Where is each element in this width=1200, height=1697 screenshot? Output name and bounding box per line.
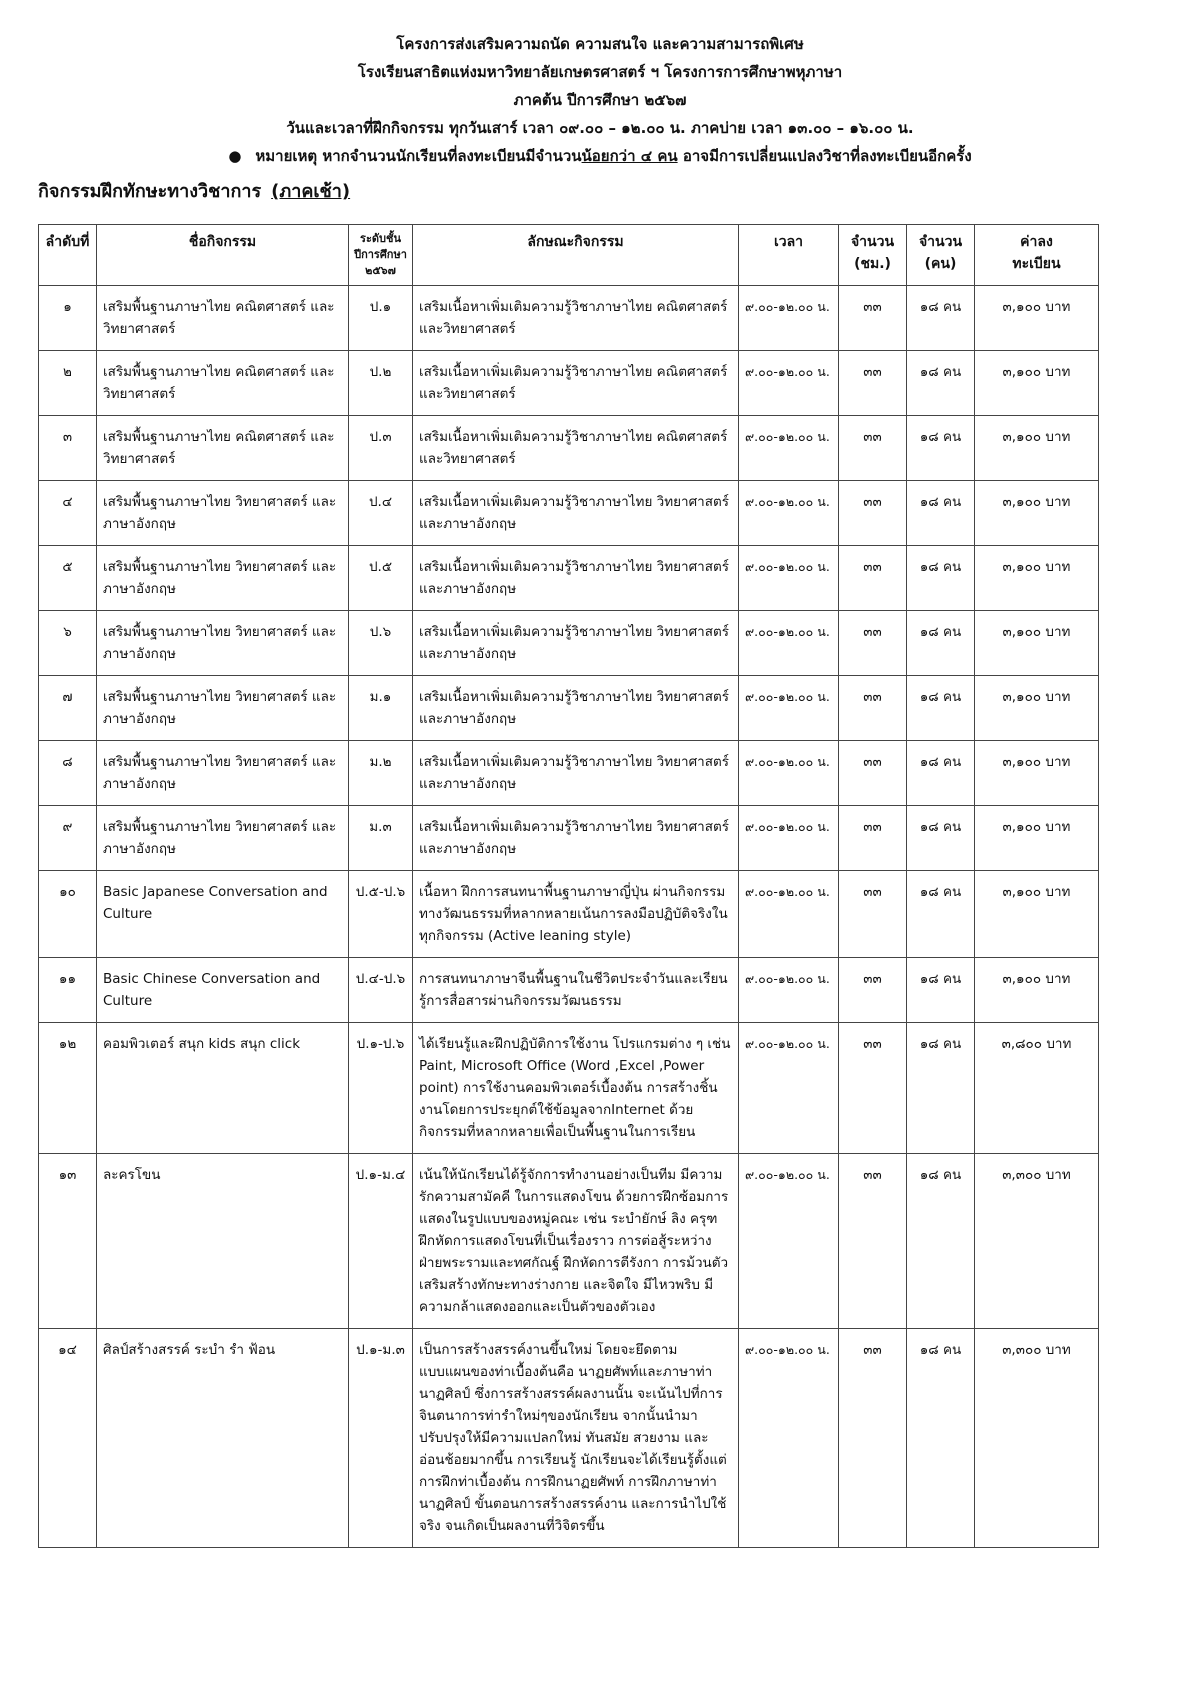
cell-no: ๘ xyxy=(39,741,97,806)
cell-time: ๙.๐๐-๑๒.๐๐ น. xyxy=(739,611,839,676)
cell-level: ป.๔-ป.๖ xyxy=(349,958,413,1023)
section-subtitle: (ภาคเช้า) xyxy=(271,181,351,202)
cell-desc: เนื้อหา ฝึกการสนทนาพื้นฐานภาษาญี่ปุ่น ผ่านกิจกรรมทางวัฒนธรรมที่หลากหลายเน้นการลงมือปฏิบัติจริงในทุกกิจกรรม (Active leaning style) xyxy=(413,871,739,958)
cell-no: ๑๑ xyxy=(39,958,97,1023)
cell-name: เสริมพื้นฐานภาษาไทย วิทยาศาสตร์ และภาษาอังกฤษ xyxy=(97,546,349,611)
cell-name: เสริมพื้นฐานภาษาไทย วิทยาศาสตร์ และภาษาอังกฤษ xyxy=(97,611,349,676)
cell-hours: ๓๓ xyxy=(839,1154,907,1329)
cell-fee: ๓,๑๐๐ บาท xyxy=(975,741,1099,806)
cell-level: ป.๕ xyxy=(349,546,413,611)
cell-level: ป.๑-ม.๔ xyxy=(349,1154,413,1329)
cell-hours: ๓๓ xyxy=(839,286,907,351)
cell-hours: ๓๓ xyxy=(839,416,907,481)
cell-desc: เสริมเนื้อหาเพิ่มเติมความรู้วิชาภาษาไทย คณิตศาสตร์ และวิทยาศาสตร์ xyxy=(413,286,739,351)
cell-no: ๑๒ xyxy=(39,1023,97,1154)
cell-time: ๙.๐๐-๑๒.๐๐ น. xyxy=(739,286,839,351)
col-header-people xyxy=(907,225,975,286)
note-text-underlined: น้อยกว่า ๔ คน xyxy=(581,147,678,165)
cell-people: ๑๘ คน xyxy=(907,1154,975,1329)
cell-level: ป.๑ xyxy=(349,286,413,351)
cell-hours: ๓๓ xyxy=(839,676,907,741)
cell-level: ป.๓ xyxy=(349,416,413,481)
cell-desc: เสริมเนื้อหาเพิ่มเติมความรู้วิชาภาษาไทย วิทยาศาสตร์ และภาษาอังกฤษ xyxy=(413,741,739,806)
cell-time: ๙.๐๐-๑๒.๐๐ น. xyxy=(739,676,839,741)
cell-no: ๓ xyxy=(39,416,97,481)
cell-no: ๕ xyxy=(39,546,97,611)
cell-desc: เสริมเนื้อหาเพิ่มเติมความรู้วิชาภาษาไทย วิทยาศาสตร์ และภาษาอังกฤษ xyxy=(413,481,739,546)
cell-level: ป.๔ xyxy=(349,481,413,546)
cell-desc: เสริมเนื้อหาเพิ่มเติมความรู้วิชาภาษาไทย วิทยาศาสตร์ และภาษาอังกฤษ xyxy=(413,676,739,741)
cell-fee: ๓,๑๐๐ บาท xyxy=(975,546,1099,611)
table-header-row xyxy=(39,225,1099,286)
cell-no: ๗ xyxy=(39,676,97,741)
table-row xyxy=(39,1154,1099,1329)
cell-name: Basic Japanese Conversation and Culture xyxy=(97,871,349,958)
table-row xyxy=(39,1023,1099,1154)
cell-people: ๑๘ คน xyxy=(907,481,975,546)
cell-hours: ๓๓ xyxy=(839,806,907,871)
cell-hours: ๓๓ xyxy=(839,611,907,676)
table-row xyxy=(39,806,1099,871)
cell-people: ๑๘ คน xyxy=(907,806,975,871)
cell-fee: ๓,๑๐๐ บาท xyxy=(975,958,1099,1023)
cell-desc: ได้เรียนรู้และฝึกปฏิบัติการใช้งาน โปรแกรมต่าง ๆ เช่น Paint, Microsoft Office (Word ,Excel ,Power point) การใช้งานคอมพิวเตอร์เบื้องต้น การสร้างชิ้นงานโดยการประยุกต์ใช้ข้อมูลจากInternet ด้วยกิจกรรมที่หลากหลายเพื่อเป็นพื้นฐานในการเรียน xyxy=(413,1023,739,1154)
table-row xyxy=(39,741,1099,806)
col-header-name: ชื่อกิจกรรม xyxy=(97,225,349,286)
cell-no: ๑๔ xyxy=(39,1329,97,1548)
cell-time: ๙.๐๐-๑๒.๐๐ น. xyxy=(739,871,839,958)
cell-fee: ๓,๑๐๐ บาท xyxy=(975,351,1099,416)
cell-hours: ๓๓ xyxy=(839,1023,907,1154)
cell-time: ๙.๐๐-๑๒.๐๐ น. xyxy=(739,806,839,871)
cell-fee: ๓,๑๐๐ บาท xyxy=(975,416,1099,481)
cell-time: ๙.๐๐-๑๒.๐๐ น. xyxy=(739,958,839,1023)
col-header-level-1: ระดับชั้น xyxy=(360,232,401,245)
cell-level: ป.๒ xyxy=(349,351,413,416)
col-header-hours xyxy=(839,225,907,286)
note-text-post: อาจมีการเปลี่ยนแปลงวิชาที่ลงทะเบียนอีกครั้ง xyxy=(677,147,972,165)
col-header-level-3: ๒๕๖๗ xyxy=(365,264,396,277)
cell-name: เสริมพื้นฐานภาษาไทย วิทยาศาสตร์ และภาษาอังกฤษ xyxy=(97,806,349,871)
cell-level: ป.๑-ป.๖ xyxy=(349,1023,413,1154)
cell-level: ม.๒ xyxy=(349,741,413,806)
section-title xyxy=(38,176,350,205)
cell-hours: ๓๓ xyxy=(839,481,907,546)
header-note xyxy=(0,142,1200,170)
cell-people: ๑๘ คน xyxy=(907,676,975,741)
header-line-1: โครงการส่งเสริมความถนัด ความสนใจ และความสามารถพิเศษ xyxy=(396,35,804,53)
cell-people: ๑๘ คน xyxy=(907,416,975,481)
cell-people: ๑๘ คน xyxy=(907,351,975,416)
table-row xyxy=(39,611,1099,676)
cell-desc: เสริมเนื้อหาเพิ่มเติมความรู้วิชาภาษาไทย วิทยาศาสตร์ และภาษาอังกฤษ xyxy=(413,611,739,676)
cell-name: เสริมพื้นฐานภาษาไทย วิทยาศาสตร์ และภาษาอังกฤษ xyxy=(97,741,349,806)
cell-desc: เป็นการสร้างสรรค์งานขึ้นใหม่ โดยจะยึดตาม แบบแผนของท่าเบื้องต้นคือ นาฏยศัพท์และภาษาท่านาฏศิลป์ ซึ่งการสร้างสรรค์ผลงานนั้น จะเน้นไปที่การจินตนาการท่ารำใหม่ๆของนักเรียน จากนั้นนำมาปรับปรุงให้มีความแปลกใหม่ ทันสมัย สวยงาม และอ่อนช้อยมากขึ้น การเรียนรู้ นักเรียนจะได้เรียนรู้ตั้งแต่การฝึกท่าเบื้องต้น การฝึกนาฏยศัพท์ การฝึกภาษาท่านาฏศิลป์ ขั้นตอนการสร้างสรรค์งาน และการนำไปใช้จริง จนเกิดเป็นผลงานที่วิจิตรขึ้น xyxy=(413,1329,739,1548)
cell-desc: เสริมเนื้อหาเพิ่มเติมความรู้วิชาภาษาไทย คณิตศาสตร์ และวิทยาศาสตร์ xyxy=(413,351,739,416)
cell-time: ๙.๐๐-๑๒.๐๐ น. xyxy=(739,546,839,611)
cell-name: ศิลป์สร้างสรรค์ ระบำ รำ ฟ้อน xyxy=(97,1329,349,1548)
cell-name: เสริมพื้นฐานภาษาไทย วิทยาศาสตร์ และภาษาอังกฤษ xyxy=(97,481,349,546)
cell-fee: ๓,๘๐๐ บาท xyxy=(975,1023,1099,1154)
col-header-desc: ลักษณะกิจกรรม xyxy=(413,225,739,286)
cell-fee: ๓,๑๐๐ บาท xyxy=(975,871,1099,958)
cell-fee: ๓,๓๐๐ บาท xyxy=(975,1329,1099,1548)
cell-fee: ๓,๑๐๐ บาท xyxy=(975,806,1099,871)
table-row xyxy=(39,416,1099,481)
table-row xyxy=(39,1329,1099,1548)
note-text-pre: หมายเหตุ หากจำนวนนักเรียนที่ลงทะเบียนมีจำนวน xyxy=(255,147,582,165)
cell-people: ๑๘ คน xyxy=(907,611,975,676)
col-header-no: ลำดับที่ xyxy=(39,225,97,286)
cell-desc: เสริมเนื้อหาเพิ่มเติมความรู้วิชาภาษาไทย วิทยาศาสตร์ และภาษาอังกฤษ xyxy=(413,546,739,611)
cell-desc: เน้นให้นักเรียนได้รู้จักการทำงานอย่างเป็นทีม มีความรักความสามัคคี ในการแสดงโขน ด้วยการฝึกซ้อมการแสดงในรูปแบบของหมู่คณะ เช่น ระบำยักษ์ ลิง ครุฑ ฝึกหัดการแสดงโขนที่เป็นเรื่องราว การต่อสู้ระหว่างฝ่ายพระรามและทศกัณฐ์ ฝึกหัดการตีรังกา การม้วนตัว เสริมสร้างทักษะทางร่างกาย และจิตใจ มีไหวพริบ มีความกล้าแสดงออกและเป็นตัวของตัวเอง xyxy=(413,1154,739,1329)
section-title-text: กิจกรรมฝึกทักษะทางวิชาการ xyxy=(38,181,262,202)
cell-name: เสริมพื้นฐานภาษาไทย คณิตศาสตร์ และวิทยาศาสตร์ xyxy=(97,286,349,351)
cell-level: ป.๖ xyxy=(349,611,413,676)
cell-time: ๙.๐๐-๑๒.๐๐ น. xyxy=(739,1154,839,1329)
cell-fee: ๓,๑๐๐ บาท xyxy=(975,286,1099,351)
cell-desc: เสริมเนื้อหาเพิ่มเติมความรู้วิชาภาษาไทย วิทยาศาสตร์ และภาษาอังกฤษ xyxy=(413,806,739,871)
cell-no: ๔ xyxy=(39,481,97,546)
col-header-fee-2: ทะเบียน xyxy=(1012,256,1061,272)
cell-no: ๙ xyxy=(39,806,97,871)
col-header-time: เวลา xyxy=(739,225,839,286)
col-header-level xyxy=(349,225,413,286)
cell-name: ละครโขน xyxy=(97,1154,349,1329)
bullet-icon: ● xyxy=(228,147,242,165)
cell-no: ๑๓ xyxy=(39,1154,97,1329)
cell-hours: ๓๓ xyxy=(839,1329,907,1548)
cell-people: ๑๘ คน xyxy=(907,1329,975,1548)
cell-people: ๑๘ คน xyxy=(907,741,975,806)
header-line-3: ภาคต้น ปีการศึกษา ๒๕๖๗ xyxy=(513,91,687,109)
cell-fee: ๓,๑๐๐ บาท xyxy=(975,676,1099,741)
cell-name: เสริมพื้นฐานภาษาไทย วิทยาศาสตร์ และภาษาอังกฤษ xyxy=(97,676,349,741)
cell-fee: ๓,๑๐๐ บาท xyxy=(975,481,1099,546)
cell-time: ๙.๐๐-๑๒.๐๐ น. xyxy=(739,1329,839,1548)
cell-desc: การสนทนาภาษาจีนพื้นฐานในชีวิตประจำวันและเรียนรู้การสื่อสารผ่านกิจกรรมวัฒนธรรม xyxy=(413,958,739,1023)
header-line-4: วันและเวลาที่ฝึกกิจกรรม ทุกวันเสาร์ เวลา ๐๙.๐๐ – ๑๒.๐๐ น. ภาคบ่าย เวลา ๑๓.๐๐ – ๑๖.๐๐ น. xyxy=(286,119,914,137)
table-row xyxy=(39,481,1099,546)
document-header xyxy=(0,30,1200,170)
cell-hours: ๓๓ xyxy=(839,546,907,611)
col-header-people-1: จำนวน xyxy=(918,234,963,250)
cell-people: ๑๘ คน xyxy=(907,546,975,611)
cell-level: ม.๑ xyxy=(349,676,413,741)
cell-name: Basic Chinese Conversation and Culture xyxy=(97,958,349,1023)
cell-time: ๙.๐๐-๑๒.๐๐ น. xyxy=(739,481,839,546)
activities-table xyxy=(38,224,1099,1548)
cell-people: ๑๘ คน xyxy=(907,286,975,351)
table-row xyxy=(39,958,1099,1023)
cell-people: ๑๘ คน xyxy=(907,958,975,1023)
cell-people: ๑๘ คน xyxy=(907,1023,975,1154)
cell-name: คอมพิวเตอร์ สนุก kids สนุก click xyxy=(97,1023,349,1154)
col-header-level-2: ปีการศึกษา xyxy=(354,248,407,261)
col-header-fee-1: ค่าลง xyxy=(1020,234,1053,250)
cell-time: ๙.๐๐-๑๒.๐๐ น. xyxy=(739,741,839,806)
cell-time: ๙.๐๐-๑๒.๐๐ น. xyxy=(739,416,839,481)
cell-hours: ๓๓ xyxy=(839,741,907,806)
header-line-2: โรงเรียนสาธิตแห่งมหาวิทยาลัยเกษตรศาสตร์ ฯ โครงการการศึกษาพหุภาษา xyxy=(357,63,843,81)
cell-hours: ๓๓ xyxy=(839,871,907,958)
col-header-hours-2: (ชม.) xyxy=(854,256,891,272)
cell-no: ๖ xyxy=(39,611,97,676)
col-header-people-2: (คน) xyxy=(924,256,957,272)
table-row xyxy=(39,676,1099,741)
cell-hours: ๓๓ xyxy=(839,958,907,1023)
cell-level: ป.๑-ม.๓ xyxy=(349,1329,413,1548)
cell-people: ๑๘ คน xyxy=(907,871,975,958)
cell-hours: ๓๓ xyxy=(839,351,907,416)
cell-name: เสริมพื้นฐานภาษาไทย คณิตศาสตร์ และวิทยาศาสตร์ xyxy=(97,351,349,416)
cell-fee: ๓,๓๐๐ บาท xyxy=(975,1154,1099,1329)
col-header-fee xyxy=(975,225,1099,286)
cell-no: ๑๐ xyxy=(39,871,97,958)
table-row xyxy=(39,286,1099,351)
cell-level: ม.๓ xyxy=(349,806,413,871)
table-row xyxy=(39,351,1099,416)
table-row xyxy=(39,871,1099,958)
col-header-hours-1: จำนวน xyxy=(850,234,895,250)
cell-name: เสริมพื้นฐานภาษาไทย คณิตศาสตร์ และวิทยาศาสตร์ xyxy=(97,416,349,481)
cell-no: ๑ xyxy=(39,286,97,351)
cell-desc: เสริมเนื้อหาเพิ่มเติมความรู้วิชาภาษาไทย คณิตศาสตร์ และวิทยาศาสตร์ xyxy=(413,416,739,481)
cell-time: ๙.๐๐-๑๒.๐๐ น. xyxy=(739,351,839,416)
cell-level: ป.๕-ป.๖ xyxy=(349,871,413,958)
cell-time: ๙.๐๐-๑๒.๐๐ น. xyxy=(739,1023,839,1154)
cell-no: ๒ xyxy=(39,351,97,416)
table-row xyxy=(39,546,1099,611)
cell-fee: ๓,๑๐๐ บาท xyxy=(975,611,1099,676)
